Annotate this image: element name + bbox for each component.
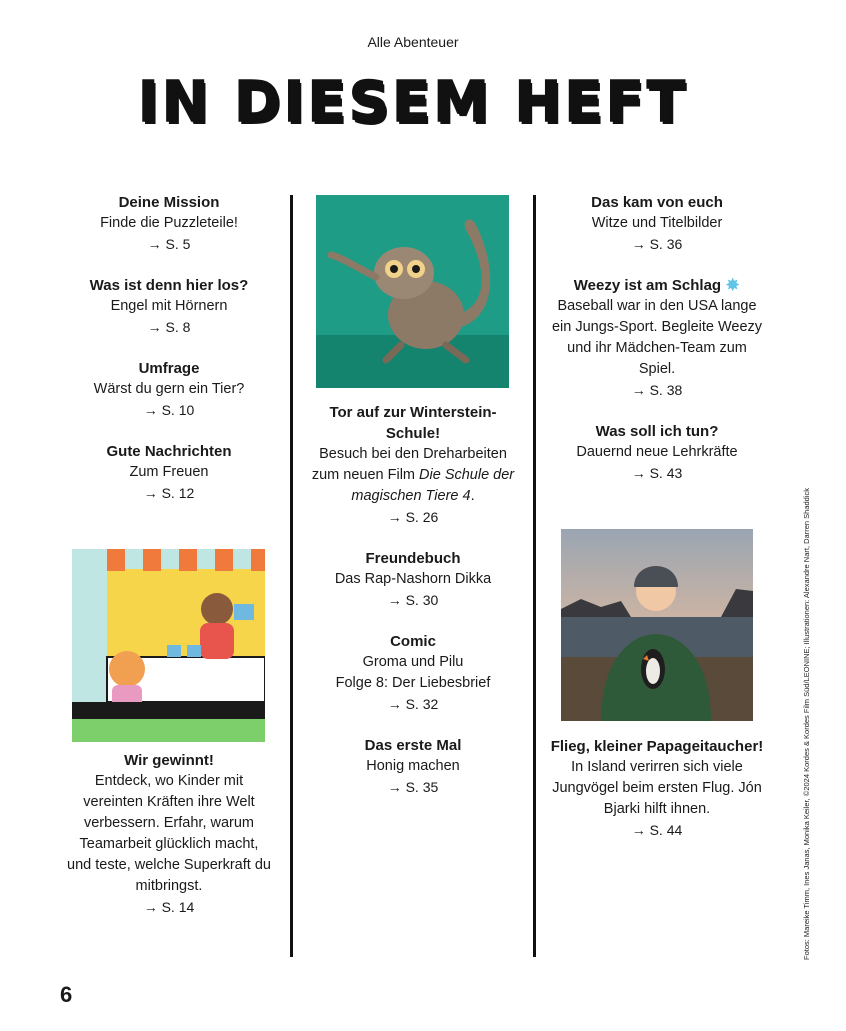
entry-description: Zum Freuen <box>129 464 209 480</box>
toc-entry[interactable] <box>550 275 764 401</box>
entry-description: Besuch bei den Dreharbeiten zum neuen Film Die Schule der magischen Tiere 4. <box>311 446 515 504</box>
entry-page-ref: → S. 26 <box>387 509 439 525</box>
entry-description: Das Rap-Nashorn Dikka <box>334 571 492 587</box>
toc-entry[interactable] <box>306 631 520 715</box>
entry-page-ref: → S. 43 <box>631 465 683 481</box>
toc-entry[interactable] <box>550 736 764 841</box>
entry-description: Dauernd neue Lehrkräfte <box>576 444 738 460</box>
toc-entry[interactable] <box>66 750 272 918</box>
sparkle-icon: ✸ <box>725 275 741 295</box>
entry-title: Weezy ist am Schlag ✸ <box>573 275 741 295</box>
entry-page-ref: → S. 36 <box>631 236 683 252</box>
entry-page-ref: → S. 32 <box>387 696 439 712</box>
bakery-stall-illustration[interactable] <box>72 549 265 742</box>
entry-title: Was ist denn hier los? <box>89 277 249 294</box>
entry-description: Entdeck, wo Kinder mit vereinten Kräften ihre Welt verbessern. Erfahr, warum Teamarbeit glücklich macht, und teste, welche Superkraft du mitbringst. <box>67 773 271 894</box>
photo-credits: Fotos: Mareike Timm, Ines Janas, Monika Keiler, ©2024 Kordes & Kordes Film Süd/LEONINE; Illustrationen: Alexandre Nart, Darren Shaddick <box>802 488 811 960</box>
entry-page-ref: → S. 35 <box>387 779 439 795</box>
tarsier-photo[interactable] <box>316 195 509 388</box>
toc-entry[interactable] <box>66 441 272 504</box>
entry-description: Folge 8: Der Liebesbrief <box>335 675 491 691</box>
entry-description: Wärst du gern ein Tier? <box>93 381 245 397</box>
page-title: IN DIESEM HEFT <box>137 70 689 135</box>
toc-entry[interactable] <box>550 421 764 484</box>
entry-page-ref: → S. 44 <box>631 822 683 838</box>
entry-title: Wir gewinnt! <box>124 752 214 769</box>
entry-description: Witze und Titelbilder <box>591 215 723 231</box>
toc-entry[interactable] <box>306 548 520 611</box>
entry-title: Freundebuch <box>365 550 461 567</box>
entry-title: Gute Nachrichten <box>106 443 232 460</box>
entry-page-ref: → S. 10 <box>143 402 195 418</box>
entry-description: Groma und Pilu <box>362 654 464 670</box>
entry-title: Umfrage <box>138 360 200 377</box>
toc-column-middle <box>306 402 520 818</box>
entry-page-ref: → S. 14 <box>143 899 195 915</box>
entry-description: Baseball war in den USA lange ein Jungs-Sport. Begleite Weezy und ihr Mädchen-Team zum Spiel. <box>551 298 763 377</box>
entry-description: Engel mit Hörnern <box>110 298 228 314</box>
toc-entry[interactable] <box>66 192 272 255</box>
entry-title: Das erste Mal <box>364 737 462 754</box>
entry-title: Tor auf zur Winterstein-Schule! <box>329 404 497 442</box>
toc-column-right <box>550 192 764 861</box>
column-divider <box>290 195 293 957</box>
kicker: Alle Abenteuer <box>367 34 459 50</box>
entry-page-ref: → S. 38 <box>631 382 683 398</box>
toc-entry[interactable] <box>306 402 520 528</box>
entry-description: In Island verirren sich viele Jungvögel beim ersten Flug. Jón Bjarki hilft ihnen. <box>552 759 762 817</box>
toc-entry[interactable] <box>66 358 272 421</box>
boy-with-puffin-photo[interactable] <box>561 529 753 721</box>
entry-title: Das kam von euch <box>591 194 723 211</box>
toc-entry[interactable] <box>306 735 520 798</box>
entry-description: Finde die Puzzleteile! <box>100 215 238 231</box>
toc-entry[interactable] <box>66 275 272 338</box>
entry-title: Flieg, kleiner Papageitaucher! <box>550 738 764 755</box>
toc-entry[interactable] <box>550 192 764 255</box>
entry-title: Comic <box>390 633 436 650</box>
entry-page-ref: → S. 30 <box>387 592 439 608</box>
entry-title: Was soll ich tun? <box>595 423 719 440</box>
entry-title: Deine Mission <box>118 194 220 211</box>
entry-page-ref: → S. 5 <box>147 236 191 252</box>
page-number: 6 <box>60 982 73 1007</box>
entry-page-ref: → S. 12 <box>143 485 195 501</box>
entry-page-ref: → S. 8 <box>147 319 191 335</box>
column-divider <box>533 195 536 957</box>
entry-description: Honig machen <box>366 758 460 774</box>
